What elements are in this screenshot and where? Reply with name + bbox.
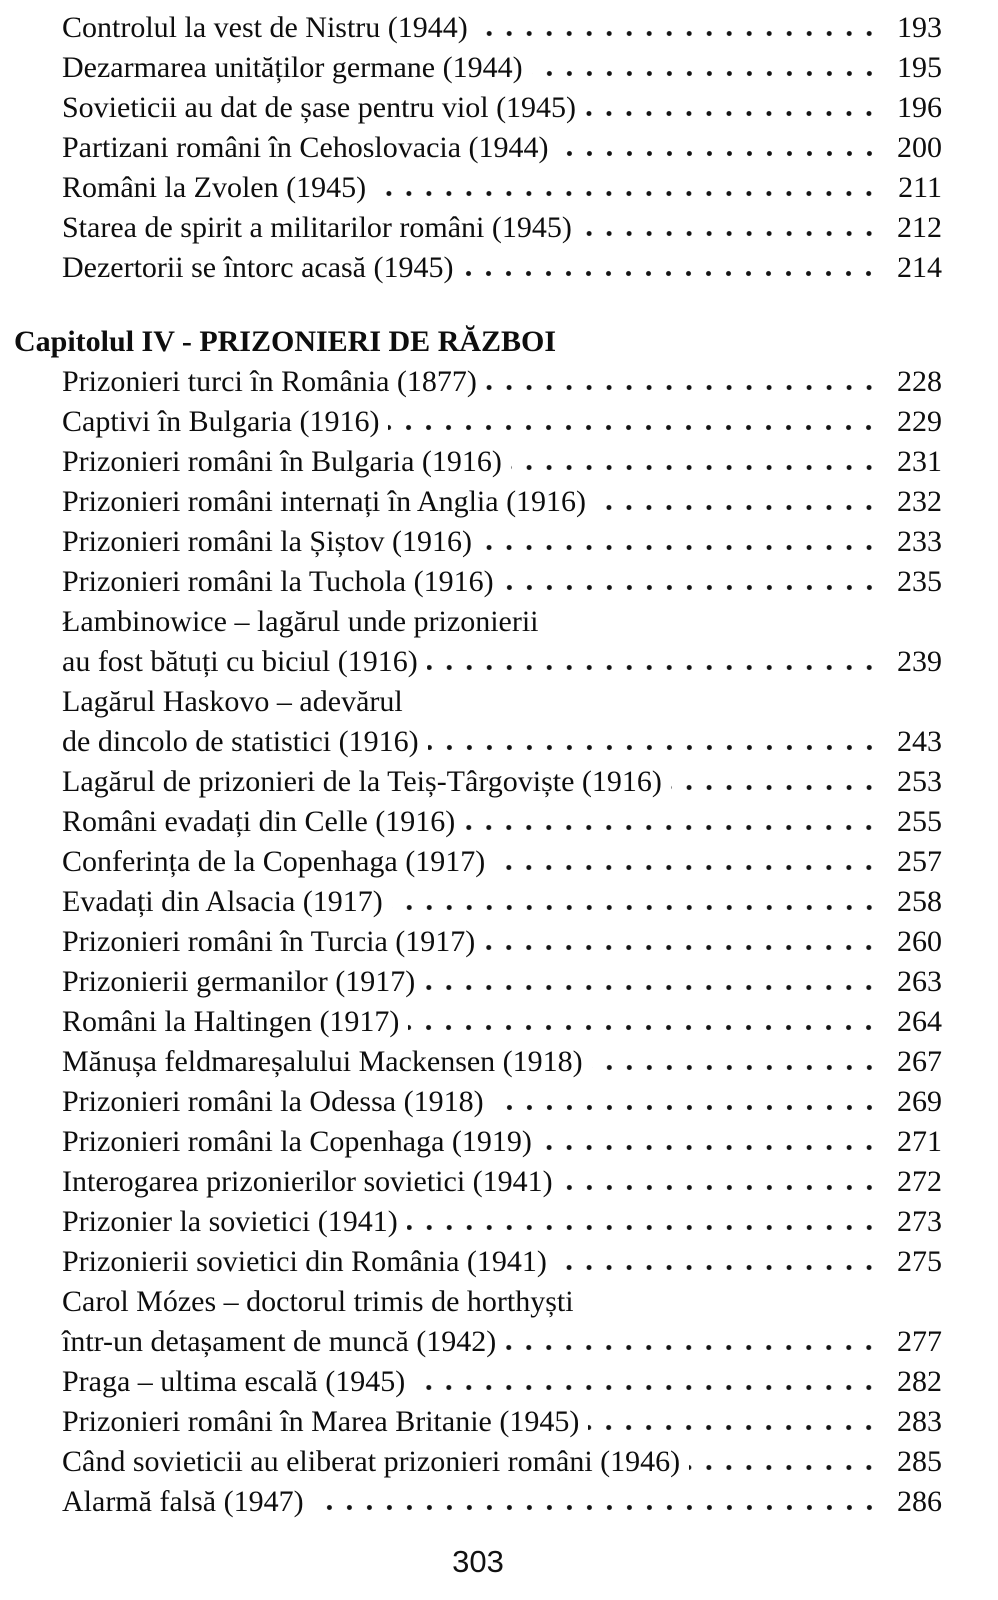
dot-leader: [464, 804, 881, 831]
toc-entry-title: într-un detașament de muncă (1942): [62, 1325, 497, 1358]
dot-leader: [388, 404, 881, 431]
toc-entry-row: [14, 402, 942, 442]
dot-leader: [481, 524, 881, 551]
toc-page-number: 286: [897, 1485, 942, 1518]
dot-leader: [427, 644, 881, 671]
toc-entry-row: [14, 562, 942, 602]
toc-entry-row: [14, 802, 942, 842]
toc-entry-row: [14, 362, 942, 402]
toc-entry-title: au fost bătuți cu biciul (1916): [62, 645, 418, 678]
toc-entry-title: Conferința de la Copenhaga (1917): [62, 845, 486, 878]
toc-entry-wrap-row: [14, 682, 942, 722]
toc-entry-title: Captivi în Bulgaria (1916): [62, 405, 380, 438]
dot-leader: [511, 444, 881, 471]
toc-entry-row: [14, 642, 942, 682]
toc-entry-title: Praga – ultima escală (1945): [62, 1365, 406, 1398]
toc-entry-row: [14, 922, 942, 962]
toc-page-number: 260: [897, 925, 942, 958]
toc-page-number: 277: [897, 1325, 942, 1358]
toc-entry-row: [14, 842, 942, 882]
toc-entry-wrap-row: [14, 602, 942, 642]
toc-entry-title: Controlul la vest de Nistru (1944): [62, 11, 468, 44]
dot-leader: [595, 484, 881, 511]
toc-page-number: 232: [897, 485, 942, 518]
toc-entry-row: [14, 48, 942, 88]
toc-page-number: 272: [897, 1165, 942, 1198]
dot-leader: [494, 844, 881, 871]
toc-entry-row: [14, 522, 942, 562]
toc-entry-row: [14, 128, 942, 168]
dot-leader: [581, 210, 881, 237]
dot-leader: [477, 10, 881, 37]
toc-page-number: 231: [897, 445, 942, 478]
toc-page-number: 263: [897, 965, 942, 998]
toc-entry-row: [14, 762, 942, 802]
toc-page-number: 211: [898, 171, 942, 204]
toc-entry-title: Prizonierii sovietici din România (1941): [62, 1245, 547, 1278]
dot-leader: [689, 1444, 881, 1471]
toc-entry-row: [14, 168, 942, 208]
page-number-footer: [14, 1542, 942, 1582]
dot-leader: [486, 364, 881, 391]
toc-entry-title: Români la Haltingen (1917): [62, 1005, 400, 1038]
toc-entry-title: Starea de spirit a militarilor români (1945): [62, 211, 572, 244]
toc-entry-title: Partizani români în Cehoslovacia (1944): [62, 131, 549, 164]
toc-entry-row: [14, 1362, 942, 1402]
toc-entry-row: [14, 1082, 942, 1122]
dot-leader: [562, 1164, 881, 1191]
toc-page-number: 212: [897, 211, 942, 244]
dot-leader: [408, 1004, 881, 1031]
toc-page-number: 273: [897, 1205, 942, 1238]
toc-entry-row: [14, 208, 942, 248]
toc-entry-title: Prizonierii germanilor (1917): [62, 965, 416, 998]
dot-leader: [671, 764, 881, 791]
toc-entry-title: Prizonieri români în Bulgaria (1916): [62, 445, 502, 478]
toc-page-number: 269: [897, 1085, 942, 1118]
toc-entry-title: Prizonieri români la Copenhaga (1919): [62, 1125, 532, 1158]
toc-page-number: 271: [897, 1125, 942, 1158]
toc-entry-title: Prizonier la sovietici (1941): [62, 1205, 398, 1238]
toc-entry-title: Prizonieri români la Șiștov (1916): [62, 525, 472, 558]
toc-page-number: 282: [897, 1365, 942, 1398]
toc-entry-title: Prizonieri români la Odessa (1918): [62, 1085, 484, 1118]
toc-entry-row: [14, 88, 942, 128]
dot-leader: [392, 884, 881, 911]
toc-page-number: 200: [897, 131, 942, 164]
toc-entry-title: Lagărul Haskovo – adevărul: [62, 685, 403, 718]
toc-entry-row: [14, 722, 942, 762]
toc-page-number: 229: [897, 405, 942, 438]
toc-entry-title: Lagărul de prizonieri de la Teiș-Târgoviște (1916): [62, 765, 662, 798]
toc-page-number: 253: [897, 765, 942, 798]
toc-page-number: 264: [897, 1005, 942, 1038]
page-number: 303: [452, 1544, 504, 1579]
toc-page-number: 285: [897, 1445, 942, 1478]
dot-leader: [503, 564, 881, 591]
toc-entry-title: Prizonieri români în Marea Britanie (1945): [62, 1405, 580, 1438]
dot-leader: [462, 250, 881, 277]
dot-leader: [428, 724, 881, 751]
toc-page-number: 195: [897, 51, 942, 84]
toc-entry-row: [14, 1402, 942, 1442]
toc-page-number: 257: [897, 845, 942, 878]
toc-page-number: 255: [897, 805, 942, 838]
toc-entry-row: [14, 1162, 942, 1202]
toc-entry-row: [14, 1482, 942, 1522]
dot-leader: [414, 1364, 881, 1391]
toc-page-number: 193: [897, 11, 942, 44]
toc-page-number: 239: [897, 645, 942, 678]
toc-entry-title: Dezarmarea unităților germane (1944): [62, 51, 523, 84]
toc-entry-row: [14, 1042, 942, 1082]
dot-leader: [424, 964, 881, 991]
dot-leader: [313, 1484, 881, 1511]
toc-page-number: 235: [897, 565, 942, 598]
toc-entry-title: Când sovieticii au eliberat prizonieri români (1946): [62, 1445, 681, 1478]
toc-page-number: 267: [897, 1045, 942, 1078]
toc-page-number: 258: [897, 885, 942, 918]
toc-entry-title: Prizonieri români la Tuchola (1916): [62, 565, 494, 598]
dot-leader: [588, 1404, 881, 1431]
chapter-heading: Capitolul IV - PRIZONIERI DE RĂZBOI: [14, 325, 557, 358]
toc-entry-row: [14, 1242, 942, 1282]
toc-entry-row: [14, 248, 942, 288]
toc-page-number: 275: [897, 1245, 942, 1278]
toc-entry-title: Prizonieri turci în România (1877): [62, 365, 477, 398]
toc-entry-title: Români evadați din Celle (1916): [62, 805, 456, 838]
toc-entry-title: Carol Mózes – doctorul trimis de horthyști: [62, 1285, 574, 1318]
toc-entry-row: [14, 1122, 942, 1162]
toc-entry-wrap-row: [14, 1282, 942, 1322]
toc-page-number: 196: [897, 91, 942, 124]
dot-leader: [493, 1084, 881, 1111]
dot-leader: [407, 1204, 881, 1231]
dot-leader: [592, 1044, 881, 1071]
dot-leader: [541, 1124, 881, 1151]
toc-entry-row: [14, 962, 942, 1002]
toc-entry-row: [14, 442, 942, 482]
dot-leader: [556, 1244, 881, 1271]
toc-entry-title: Alarmă falsă (1947): [62, 1485, 304, 1518]
dot-leader: [532, 50, 881, 77]
dot-leader: [484, 924, 881, 951]
toc-page-number: 228: [897, 365, 942, 398]
toc-entry-row: [14, 1002, 942, 1042]
dot-leader: [585, 90, 881, 117]
toc-entry-title: Evadați din Alsacia (1917): [62, 885, 383, 918]
dot-leader: [505, 1324, 881, 1351]
toc-page-number: 214: [897, 251, 942, 284]
dot-leader: [558, 130, 881, 157]
toc-page-number: 233: [897, 525, 942, 558]
toc-entry-title: Dezertorii se întorc acasă (1945): [62, 251, 454, 284]
toc-entry-title: Prizonieri români în Turcia (1917): [62, 925, 476, 958]
toc-entry-row: [14, 1202, 942, 1242]
toc-entry-title: Interogarea prizonierilor sovietici (1941): [62, 1165, 553, 1198]
toc-entry-title: Mănușa feldmareșalului Mackensen (1918): [62, 1045, 583, 1078]
dot-leader: [375, 170, 881, 197]
toc-entry-title: de dincolo de statistici (1916): [62, 725, 419, 758]
toc-page-number: 243: [897, 725, 942, 758]
toc-entry-row: [14, 882, 942, 922]
toc-entry-row: [14, 482, 942, 522]
toc-page-number: 283: [897, 1405, 942, 1438]
toc-entry-row: [14, 1442, 942, 1482]
toc-entry-title: Sovieticii au dat de șase pentru viol (1945): [62, 91, 577, 124]
toc-entry-title: Łambinowice – lagărul unde prizonierii: [62, 605, 539, 638]
toc-entry-row: [14, 8, 942, 48]
toc-entry-title: Români la Zvolen (1945): [62, 171, 367, 204]
toc-entry-row: [14, 1322, 942, 1362]
toc-entry-title: Prizonieri români internați în Anglia (1916): [62, 485, 587, 518]
